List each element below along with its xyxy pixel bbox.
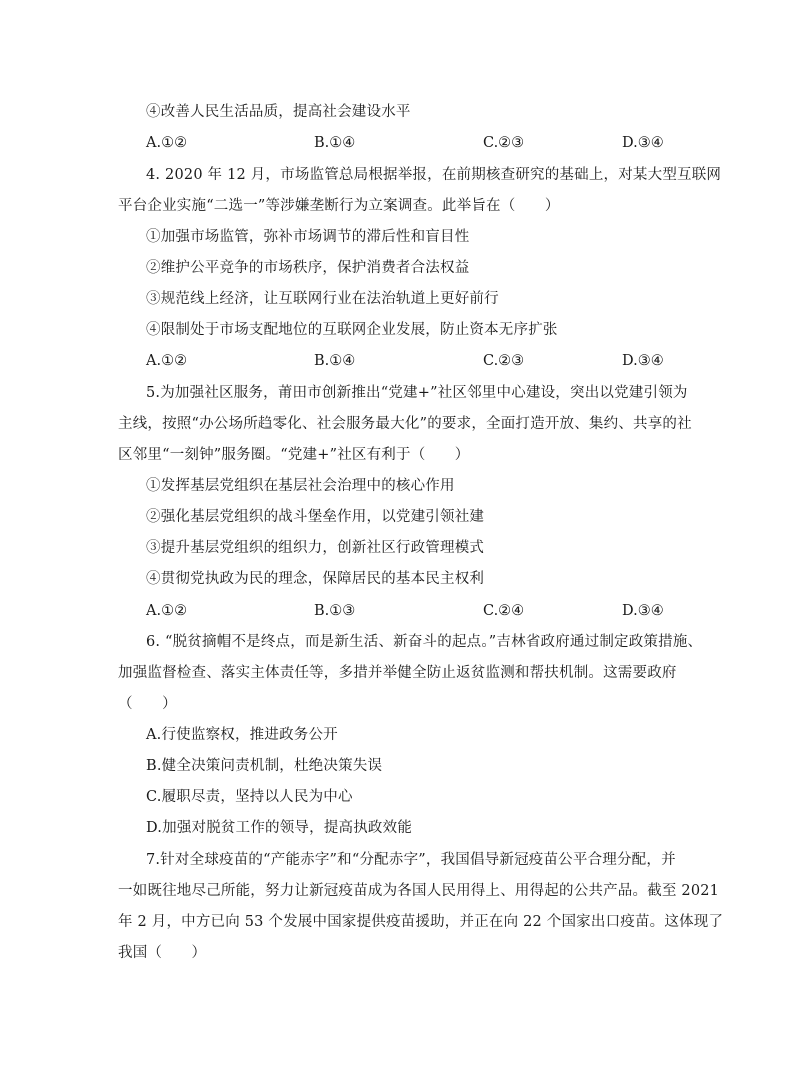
q5-statement-3: ③提升基层党组织的组织力，创新社区行政管理模式 (146, 540, 485, 556)
q5-option-a: A.①② (146, 603, 188, 619)
q3-option-d: D.③④ (622, 135, 664, 151)
q5-stem-line-1: 5.为加强社区服务，莆田市创新推出“党建+”社区邻里中心建设，突出以党建引领为 (146, 385, 688, 401)
q5-option-d: D.③④ (622, 603, 664, 619)
q4-stem-line-2: 平台企业实施“二选一”等涉嫌垄断行为立案调查。此举旨在（ ） (118, 198, 560, 214)
q5-option-b: B.①③ (314, 603, 356, 619)
q3-option-b: B.①④ (314, 135, 356, 151)
q6-stem-line-1: 6. “脱贫摘帽不是终点，而是新生活、新奋斗的起点。”吉林省政府通过制定政策措施、 (146, 634, 703, 650)
q5-statement-4: ④贯彻党执政为民的理念，保障居民的基本民主权利 (146, 571, 485, 587)
q5-statement-1: ①发挥基层党组织在基层社会治理中的核心作用 (146, 478, 455, 494)
q5-option-c: C.②④ (483, 603, 525, 619)
q4-statement-4: ④限制处于市场支配地位的互联网企业发展，防止资本无序扩张 (146, 322, 558, 338)
q5-stem-line-3: 区邻里“一刻钟”服务圈。“党建+”社区有利于（ ） (118, 447, 470, 463)
q3-option-a: A.①② (146, 135, 188, 151)
q4-option-a: A.①② (146, 353, 188, 369)
q3-statement-4: ④改善人民生活品质，提高社会建设水平 (146, 104, 411, 120)
q7-stem-line-2: 一如既往地尽己所能，努力让新冠疫苗成为各国人民用得上、用得起的公共产品。截至 2021 (118, 883, 720, 899)
q4-option-d: D.③④ (622, 353, 664, 369)
q6-choice-b: B.健全决策问责机制，杜绝决策失误 (146, 758, 383, 774)
q4-statement-2: ②维护公平竞争的市场秩序，保护消费者合法权益 (146, 260, 470, 276)
q7-stem-line-4: 我国（ ） (118, 945, 207, 961)
q5-statement-2: ②强化基层党组织的战斗堡垒作用，以党建引领社建 (146, 509, 485, 525)
q6-choice-a: A.行使监察权，推进政务公开 (146, 727, 338, 743)
q3-option-c: C.②③ (483, 135, 525, 151)
q6-choice-d: D.加强对脱贫工作的领导，提高执政效能 (146, 820, 413, 836)
q6-stem-line-3: （ ） (118, 696, 177, 712)
q6-stem-line-2: 加强监督检查、落实主体责任等，多措并举健全防止返贫监测和帮扶机制。这需要政府 (118, 665, 677, 681)
q6-choice-c: C.履职尽责，坚持以人民为中心 (146, 789, 353, 805)
q7-stem-line-3: 年 2 月，中方已向 53 个发展中国家提供疫苗援助，并正在向 22 个国家出口疫苗。这体现了 (118, 914, 724, 930)
q4-option-c: C.②③ (483, 353, 525, 369)
q4-statement-3: ③规范线上经济，让互联网行业在法治轨道上更好前行 (146, 291, 499, 307)
q5-stem-line-2: 主线，按照“办公场所趋零化、社会服务最大化”的要求，全面打造开放、集约、共享的社 (118, 416, 692, 432)
q7-stem-line-1: 7.针对全球疫苗的“产能赤字”和“分配赤字”，我国倡导新冠疫苗公平合理分配，并 (146, 852, 676, 868)
q4-stem-line-1: 4. 2020 年 12 月，市场监管总局根据举报，在前期核查研究的基础上，对某大型互联网 (146, 167, 722, 183)
q4-option-b: B.①④ (314, 353, 356, 369)
q4-statement-1: ①加强市场监管，弥补市场调节的滞后性和盲目性 (146, 229, 470, 245)
